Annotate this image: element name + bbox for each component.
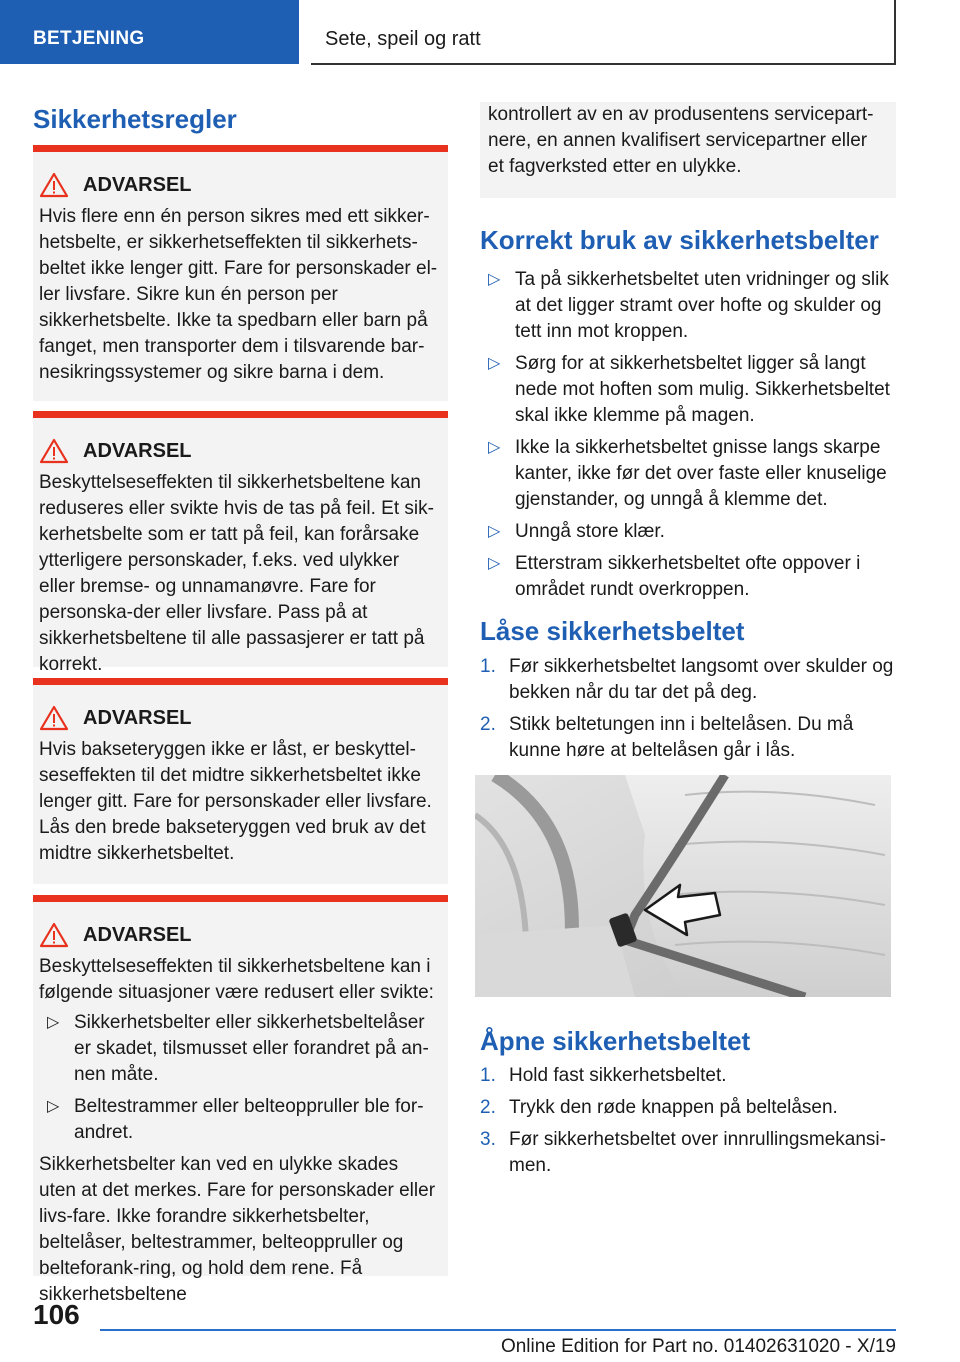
list-item-text: Før sikkerhetsbeltet langsomt over skulder og bekken når du tar det på deg. (509, 656, 894, 703)
warning-text: Hvis bakseteryggen ikke er låst, er beskyttel-seseffekten til det midtre sikkerhetsbeltet ikke lenger gitt. Fare for personskader eller livsfare. Lås den brede bakseteryggen ved bruk av det midtre sikkerhetsbeltet. (39, 739, 432, 864)
list-item-text: Unngå store klær. (515, 521, 665, 542)
list-item (39, 1094, 440, 1146)
warning-label: ADVARSEL (83, 439, 192, 462)
list-item (480, 1095, 898, 1121)
list-item (480, 1063, 898, 1089)
warning-text: Hvis flere enn én person sikres med ett sikker-hetsbelte, er sikkerhetseffekten til sikkerhets-beltet ikke lenger gitt. Fare for personskader el-ler livsfare. Sikre kun én person per sikkerhetsbelte. Ikke ta spedbarn eller barn på fanget, men transporter dem i tilsvarende bar-nesikringssystemer og sikre barna i dem. (39, 206, 438, 383)
list-item-text: Sikkerhetsbelter eller sikkerhetsbeltelåser er skadet, tilsmusset eller forandret på an-nen måte. (74, 1012, 429, 1085)
list-item (480, 519, 898, 545)
seatbelt-photo (475, 775, 891, 997)
page-number: 106 (33, 1299, 80, 1330)
warning-label: ADVARSEL (83, 923, 192, 946)
step-number: 3. (480, 1129, 496, 1150)
list-item-text: Stikk beltetungen inn i beltelåsen. Du må kunne høre at beltelåsen går i lås. (509, 714, 854, 761)
section-title-apne: Åpne sikkerhetsbeltet (480, 1026, 751, 1056)
list-item (39, 1010, 440, 1088)
warning-intro: Beskyttelseseffekten til sikkerhetsbeltene kan i følgende situasjoner være redusert eller svikte: (39, 956, 434, 1003)
warning-triangle-icon (39, 172, 69, 198)
triangle-right-outline-icon: ▷ (47, 1098, 60, 1115)
warning-box-2 (33, 411, 448, 675)
list-item-text: Før sikkerhetsbeltet over innrullingsmekansi-men. (509, 1129, 886, 1176)
list-item-text: Hold fast sikkerhetsbeltet. (509, 1065, 727, 1086)
warning-heading (39, 172, 440, 198)
warning-bullet-list (39, 1010, 440, 1146)
list-item (480, 435, 898, 513)
warning-triangle-icon (39, 438, 69, 464)
list-item-text: Ta på sikkerhetsbeltet uten vridninger og slik at det ligger stramt over hofte og skulder og tett inn mot kroppen. (515, 269, 889, 342)
list-item (480, 712, 898, 764)
list-item-text: Beltestrammer eller belteoppruller ble for-andret. (74, 1096, 424, 1143)
continuation-box (480, 102, 896, 198)
step-number: 1. (480, 1065, 496, 1086)
warning-text: Beskyttelseseffekten til sikkerhetsbeltene kan reduseres eller svikte hvis de tas på feil. Et sik-kerhetsbelte som er tatt på feil, kan forårsake ytterligere personskader, f.eks. ved ulykker eller bremse- og unnamanøvre. Fare for personska-der eller livsfare. Pass på at sikkerhetsbeltene til alle passasjerer er tatt på korrekt. (39, 472, 434, 675)
warning-box-3 (33, 678, 448, 884)
warning-triangle-icon (39, 705, 69, 731)
footer-edition: Online Edition for Part no. 01402631020 - X/19 (500, 1336, 896, 1357)
list-item-text: Ikke la sikkerhetsbeltet gnisse langs skarpe kanter, ikke før det over faste eller knuselige gjenstander, og unngå å klemme det. (515, 437, 887, 510)
list-item (480, 1127, 898, 1179)
triangle-right-outline-icon: ▷ (488, 555, 501, 572)
list-item (480, 267, 898, 345)
lock-steps-list (480, 654, 898, 770)
list-item (480, 351, 898, 429)
triangle-right-outline-icon: ▷ (488, 523, 501, 540)
warning-heading (39, 438, 440, 464)
warning-triangle-icon (39, 922, 69, 948)
step-number: 2. (480, 714, 496, 735)
warning-heading (39, 922, 440, 948)
warning-box-4 (33, 895, 448, 1305)
step-number: 1. (480, 656, 496, 677)
section-title-lase: Låse sikkerhetsbeltet (480, 616, 745, 646)
open-steps-list (480, 1063, 898, 1185)
warning-label: ADVARSEL (83, 173, 192, 196)
section-title-korrekt-bruk: Korrekt bruk av sikkerhetsbelter (480, 225, 879, 255)
warning-box-1 (33, 145, 448, 401)
seatbelt-illustration (475, 775, 891, 997)
triangle-right-outline-icon: ▷ (488, 439, 501, 456)
list-item (480, 654, 898, 706)
header-chapter-box (311, 0, 896, 65)
step-number: 2. (480, 1097, 496, 1118)
warning-outro: Sikkerhetsbelter kan ved en ulykke skades uten at det merkes. Fare for personskader eller livs-fare. Ikke forandre sikkerhetsbelter, beltelåser, beltestrammer, belteoppruller og belteforank-ring, og hold dem rene. Få sikkerhetsbeltene (39, 1154, 436, 1305)
correct-use-list (480, 267, 898, 609)
triangle-right-outline-icon: ▷ (488, 355, 501, 372)
list-item-text: Trykk den røde knappen på beltelåsen. (509, 1097, 838, 1118)
list-item-text: Etterstram sikkerhetsbeltet ofte oppover i området rundt overkroppen. (515, 553, 861, 600)
header-section-tab (0, 0, 299, 64)
continuation-text: kontrollert av en av produsentens servicepart-nere, en annen kvalifisert servicepartner eller et fagverksted etter en ulykke. (488, 104, 874, 177)
warning-label: ADVARSEL (83, 706, 192, 729)
list-item (480, 551, 898, 603)
section-title-sikkerhetsregler: Sikkerhetsregler (33, 104, 237, 134)
header-chapter-label: Sete, speil og ratt (325, 28, 481, 50)
footer-divider (100, 1329, 896, 1331)
list-item-text: Sørg for at sikkerhetsbeltet ligger så langt nede mot hoften som mulig. Sikkerhetsbeltet skal ikke klemme på magen. (515, 353, 890, 426)
triangle-right-outline-icon: ▷ (488, 271, 501, 288)
triangle-right-outline-icon: ▷ (47, 1014, 60, 1031)
warning-heading (39, 705, 440, 731)
header-section-label: BETJENING (33, 28, 145, 49)
